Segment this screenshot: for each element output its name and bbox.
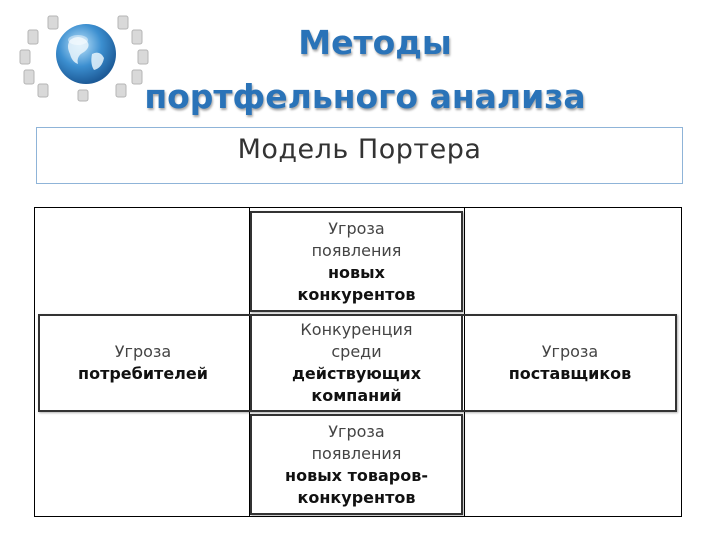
cell-top-line-1: Угроза (328, 218, 385, 238)
cell-bottom-line-4: конкурентов (297, 487, 416, 507)
porter-model-diagram (34, 207, 682, 517)
subtitle-box (36, 127, 683, 184)
page-title-line-1: Методы (298, 23, 452, 62)
cell-top-line-3: новых (328, 262, 385, 282)
cell-substitutes-threat (250, 414, 463, 515)
cell-center-line-3: действующих (291, 364, 422, 383)
page-title-line-2: портфельного анализа (144, 77, 586, 116)
cell-top-line-2: появления (311, 240, 402, 260)
cell-left-line-1: Угроза (114, 342, 172, 361)
cell-right-line-2: поставщиков (508, 364, 632, 383)
cell-left-line-2: потребителей (78, 364, 208, 383)
cell-bottom-line-3: новых товаров- (285, 465, 428, 485)
cell-center-line-4: компаний (311, 386, 402, 405)
cell-bottom-line-1: Угроза (328, 421, 385, 441)
subtitle: Модель Портера (237, 134, 482, 165)
cell-bottom-line-2: появления (311, 443, 402, 463)
cell-center-line-1: Конкуренция (300, 320, 413, 339)
cell-consumers-threat (39, 316, 247, 410)
cell-top-line-4: конкурентов (297, 284, 416, 304)
cell-industry-rivalry (250, 314, 463, 412)
cell-right-line-1: Угроза (541, 342, 599, 361)
cell-new-competitors-threat (250, 211, 463, 312)
cell-center-line-2: среди (331, 342, 382, 361)
cell-suppliers-threat (465, 316, 675, 410)
